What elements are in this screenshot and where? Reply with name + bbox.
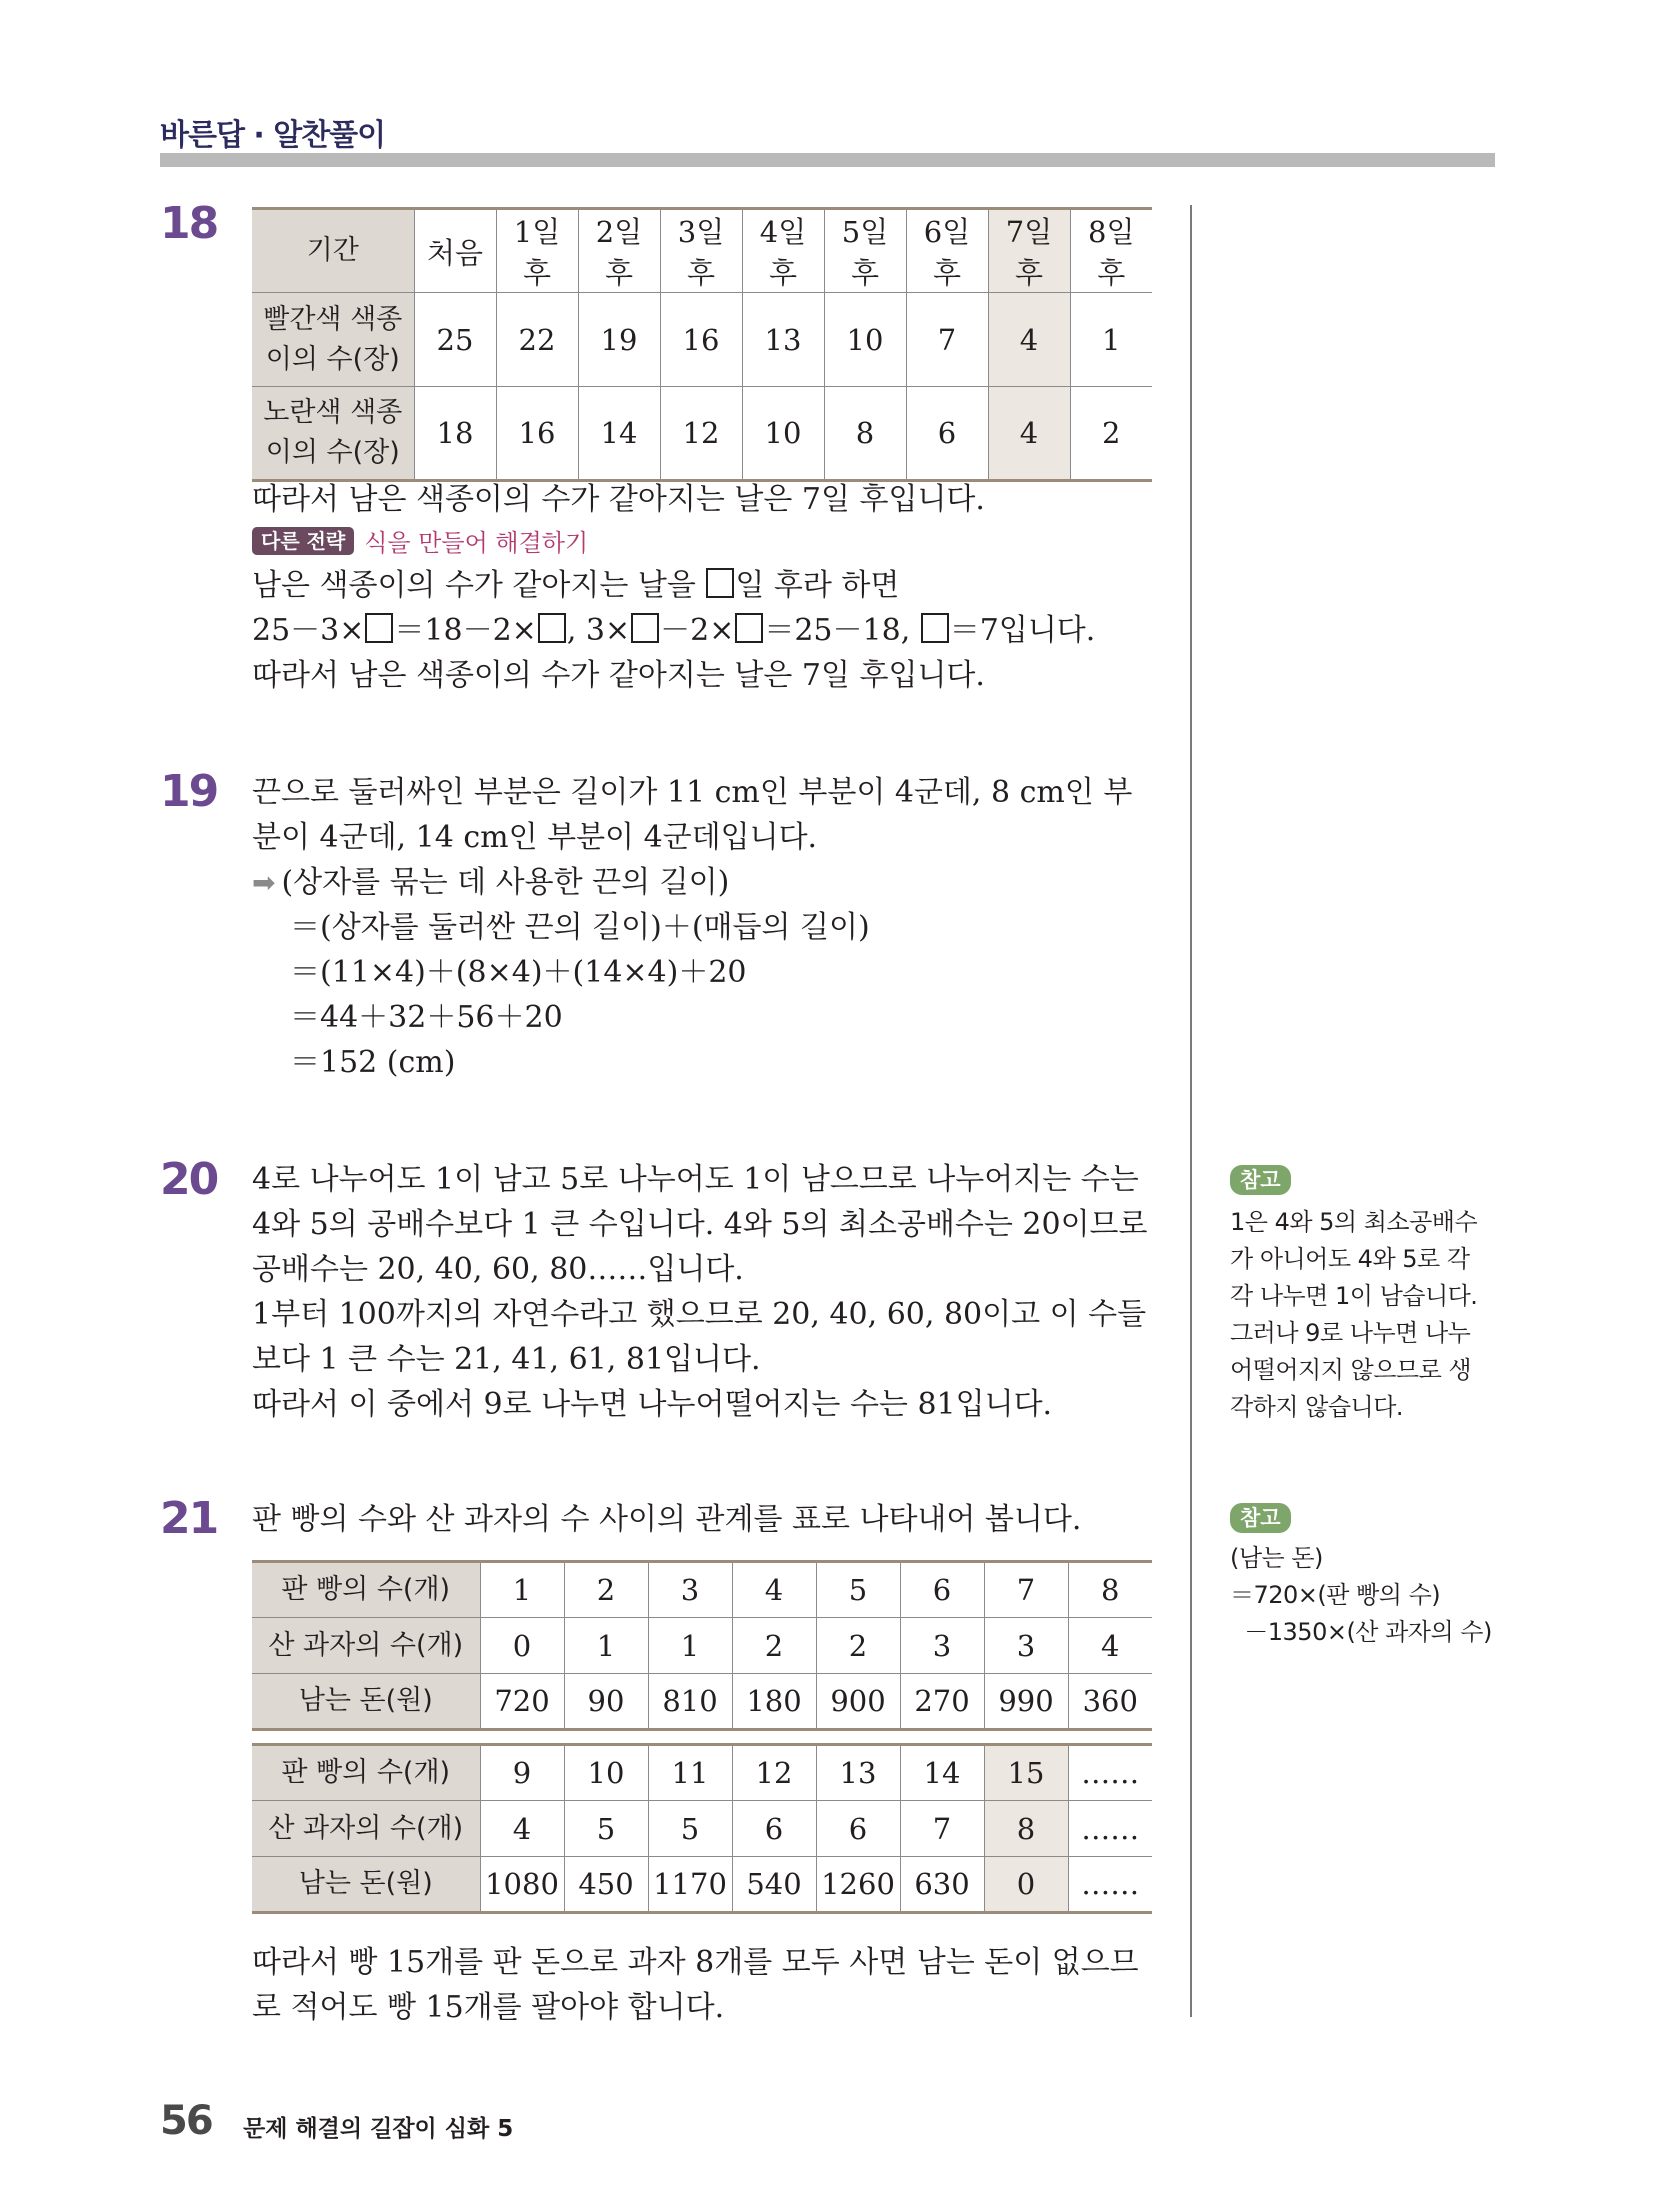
- table-cell: 13: [816, 1745, 900, 1801]
- table-row: [252, 1801, 1152, 1857]
- table-cell: 14: [578, 387, 660, 481]
- table-cell: 810: [648, 1674, 732, 1730]
- table-cell: 2: [732, 1618, 816, 1674]
- table-cell: 7: [984, 1562, 1068, 1618]
- q20-line: 4로 나누어도 1이 남고 5로 나누어도 1이 남으므로 나누어지는 수는: [252, 1162, 1139, 1197]
- table-cell: 12: [732, 1745, 816, 1801]
- q18-solution: [252, 477, 1152, 698]
- table-header-cell: 1일 후: [496, 209, 578, 293]
- q18-table-header-row: [252, 209, 1152, 293]
- table-cell: 10: [824, 293, 906, 387]
- table-cell: 22: [496, 293, 578, 387]
- q19-line: 끈으로 둘러싸인 부분은 길이가 11 cm인 부분이 4군데, 8 cm인 부: [252, 775, 1133, 810]
- q20-line: 보다 1 큰 수는 21, 41, 61, 81입니다.: [252, 1342, 761, 1377]
- table-row: [252, 1857, 1152, 1913]
- q18-table-row-yellow: [252, 387, 1152, 481]
- table-cell: 10: [742, 387, 824, 481]
- blank-box: [921, 613, 949, 643]
- table-header-cell: 4일 후: [742, 209, 824, 293]
- q21-table-1: [252, 1560, 1152, 1731]
- table-cell: 6: [906, 387, 988, 481]
- table-cell: 4: [732, 1562, 816, 1618]
- q19-calc-line: ➡ (상자를 묶는 데 사용한 끈의 길이): [252, 865, 730, 900]
- table-cell: 0: [480, 1618, 564, 1674]
- table-cell: 1: [1070, 293, 1152, 387]
- table-cell: 18: [414, 387, 496, 481]
- q19-solution: [252, 770, 1152, 1085]
- table-cell-highlight: 0: [984, 1857, 1068, 1913]
- table-cell: 720: [480, 1674, 564, 1730]
- blank-box: [538, 613, 566, 643]
- table-cell-highlight: 4: [988, 293, 1070, 387]
- table-cell: 2: [816, 1618, 900, 1674]
- table-cell: 1170: [648, 1857, 732, 1913]
- blank-box: [365, 613, 393, 643]
- q21-note-badge: 참고: [1230, 1503, 1291, 1533]
- table-cell-highlight: 15: [984, 1745, 1068, 1801]
- table-cell: 3: [648, 1562, 732, 1618]
- q18-alt-line-2: 25－3× ＝18－2× , 3× －2× ＝25－18, ＝7입니다.: [252, 613, 1096, 648]
- row-label: 남는 돈(원): [252, 1857, 480, 1913]
- table-cell: 8: [1068, 1562, 1152, 1618]
- table-cell: 900: [816, 1674, 900, 1730]
- q21-conclusion: 따라서 빵 15개를 판 돈으로 과자 8개를 모두 사면 남는 돈이 없으므 로 적어도 빵 15개를 팔아야 합니다.: [252, 1945, 1139, 2025]
- table-row: [252, 1562, 1152, 1618]
- q18-alt-line-3: 따라서 남은 색종이의 수가 같아지는 날은 7일 후입니다.: [252, 658, 985, 693]
- table-header-cell: 6일 후: [906, 209, 988, 293]
- table-cell: 270: [900, 1674, 984, 1730]
- table-header-cell: 기간: [252, 209, 414, 293]
- table-row: [252, 1745, 1152, 1801]
- table-cell: 2: [1070, 387, 1152, 481]
- question-number-19: 19: [160, 766, 218, 817]
- q21-note-text: (남는 돈) ＝720×(판 빵의 수) －1350×(산 과자의 수): [1230, 1544, 1492, 1646]
- q18-table: [252, 207, 1152, 482]
- blank-box: [735, 613, 763, 643]
- table-cell: 16: [496, 387, 578, 481]
- table-cell: 180: [732, 1674, 816, 1730]
- table-cell: 4: [1068, 1618, 1152, 1674]
- table-cell: 19: [578, 293, 660, 387]
- table-cell: 630: [900, 1857, 984, 1913]
- table-cell: 6: [900, 1562, 984, 1618]
- blank-box: [631, 613, 659, 643]
- table-cell: 540: [732, 1857, 816, 1913]
- table-cell: 7: [906, 293, 988, 387]
- table-cell: 5: [648, 1801, 732, 1857]
- table-cell: 8: [824, 387, 906, 481]
- table-header-cell: 8일 후: [1070, 209, 1152, 293]
- column-divider: [1190, 205, 1192, 2017]
- q20-note-badge: 참고: [1230, 1165, 1291, 1195]
- table-cell: 12: [660, 387, 742, 481]
- table-row: [252, 1674, 1152, 1730]
- table-cell: 6: [732, 1801, 816, 1857]
- row-label: 판 빵의 수(개): [252, 1745, 480, 1801]
- q20-line: 공배수는 20, 40, 60, 80……입니다.: [252, 1252, 744, 1287]
- table-cell: 1: [648, 1618, 732, 1674]
- table-cell: 4: [480, 1801, 564, 1857]
- table-cell: 3: [900, 1618, 984, 1674]
- table-cell: 16: [660, 293, 742, 387]
- table-cell: 7: [900, 1801, 984, 1857]
- q20-line: 4와 5의 공배수보다 1 큰 수입니다. 4와 5의 최소공배수는 20이므로: [252, 1207, 1148, 1242]
- table-header-cell: 2일 후: [578, 209, 660, 293]
- q21-intro: 판 빵의 수와 산 과자의 수 사이의 관계를 표로 나타내어 봅니다.: [252, 1502, 1082, 1537]
- table-cell: 2: [564, 1562, 648, 1618]
- strategy-badge: 다른 전략: [252, 527, 354, 555]
- page-number: 56: [160, 2098, 212, 2144]
- q18-strategy-heading: [252, 522, 1152, 563]
- table-cell: ……: [1068, 1745, 1152, 1801]
- question-number-21: 21: [160, 1493, 218, 1544]
- q21-table-2: [252, 1743, 1152, 1914]
- table-cell: 11: [648, 1745, 732, 1801]
- q20-note-text: 1은 4와 5의 최소공배수 가 아니어도 4와 5로 각 각 나누면 1이 남습니다. 그러나 9로 나누면 나누 어떨어지지 않으므로 생 각하지 않습니다.: [1230, 1208, 1478, 1421]
- blank-box: [706, 568, 734, 598]
- table-cell: 6: [816, 1801, 900, 1857]
- question-number-18: 18: [160, 198, 218, 249]
- table-cell: 3: [984, 1618, 1068, 1674]
- question-number-20: 20: [160, 1154, 218, 1205]
- table-cell: 9: [480, 1745, 564, 1801]
- table-row: [252, 1618, 1152, 1674]
- q18-table-row-red: [252, 293, 1152, 387]
- row-label: 빨간색 색종 이의 수(장): [252, 293, 414, 387]
- q19-calc-line: ＝44＋32＋56＋20: [290, 1000, 563, 1035]
- table-cell-highlight: 8: [984, 1801, 1068, 1857]
- q18-alt-line-1: 남은 색종이의 수가 같아지는 날을 일 후라 하면: [252, 568, 900, 603]
- q19-calc-line: ＝(11×4)＋(8×4)＋(14×4)＋20: [290, 955, 747, 990]
- table-cell: 25: [414, 293, 496, 387]
- q20-line: 1부터 100까지의 자연수라고 했으므로 20, 40, 60, 80이고 이 수들: [252, 1297, 1147, 1332]
- q18-conclusion: 따라서 남은 색종이의 수가 같아지는 날은 7일 후입니다.: [252, 482, 985, 517]
- table-header-cell: 3일 후: [660, 209, 742, 293]
- row-label: 노란색 색종 이의 수(장): [252, 387, 414, 481]
- header-bar: [160, 153, 1495, 167]
- q19-calc-line: ＝(상자를 둘러싼 끈의 길이)＋(매듭의 길이): [290, 910, 870, 945]
- table-cell-highlight: 4: [988, 387, 1070, 481]
- q19-calc-line: ＝152 (cm): [290, 1045, 456, 1080]
- table-cell: 450: [564, 1857, 648, 1913]
- row-label: 산 과자의 수(개): [252, 1618, 480, 1674]
- table-cell: 13: [742, 293, 824, 387]
- table-cell: 5: [816, 1562, 900, 1618]
- q20-line: 따라서 이 중에서 9로 나누면 나누어떨어지는 수는 81입니다.: [252, 1387, 1053, 1422]
- table-cell: 1080: [480, 1857, 564, 1913]
- table-cell: 1260: [816, 1857, 900, 1913]
- q19-line: 분이 4군데, 14 cm인 부분이 4군데입니다.: [252, 820, 818, 855]
- table-cell: ……: [1068, 1801, 1152, 1857]
- table-cell: 1: [480, 1562, 564, 1618]
- table-cell: 14: [900, 1745, 984, 1801]
- header-title: 바른답 · 알찬풀이: [160, 118, 386, 153]
- table-header-cell: 7일 후: [988, 209, 1070, 293]
- table-header-cell: 처음: [414, 209, 496, 293]
- q20-solution: [252, 1157, 1152, 1427]
- row-label: 남는 돈(원): [252, 1674, 480, 1730]
- table-header-cell: 5일 후: [824, 209, 906, 293]
- table-cell: 90: [564, 1674, 648, 1730]
- table-cell: 5: [564, 1801, 648, 1857]
- arrow-right-icon: ➡: [252, 866, 276, 899]
- table-cell: 1: [564, 1618, 648, 1674]
- strategy-title: 식을 만들어 해결하기: [364, 529, 589, 557]
- row-label: 판 빵의 수(개): [252, 1562, 480, 1618]
- table-cell: 990: [984, 1674, 1068, 1730]
- table-cell: 360: [1068, 1674, 1152, 1730]
- table-cell: 10: [564, 1745, 648, 1801]
- table-cell: ……: [1068, 1857, 1152, 1913]
- book-title: 문제 해결의 길잡이 심화 5: [243, 2116, 514, 2142]
- row-label: 산 과자의 수(개): [252, 1801, 480, 1857]
